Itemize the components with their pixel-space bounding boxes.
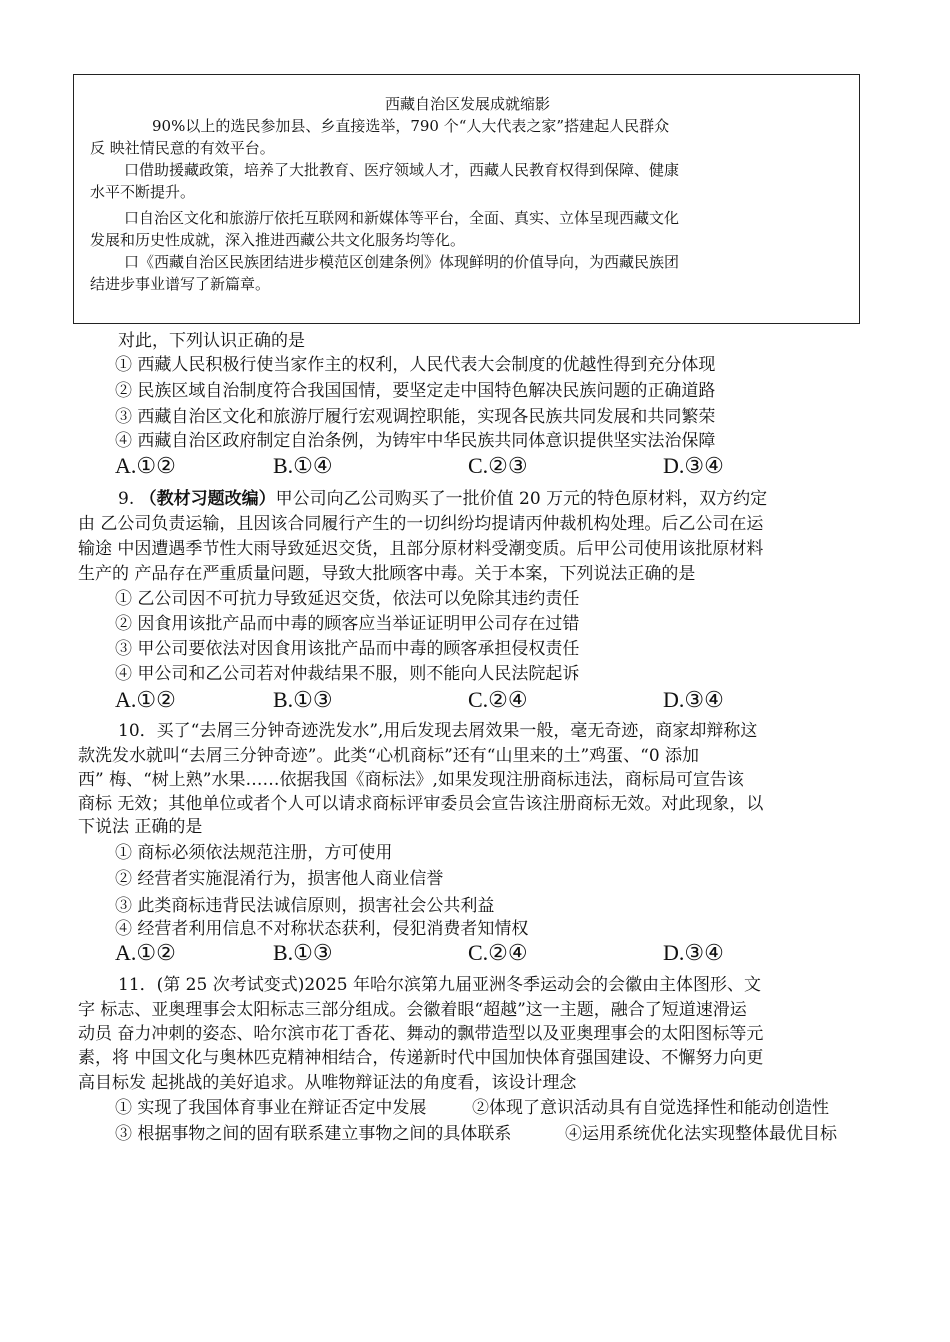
box-line: 口自治区文化和旅游厅依托互联网和新媒体等平台，全面、真实、立体呈现西藏文化 bbox=[124, 209, 680, 227]
q9-line: 输途 中因遭遇季节性大雨导致延迟交货，且部分原材料受潮变质。后甲公司使用该批原材料 bbox=[78, 539, 764, 559]
q10-line: 10．买了“去屑三分钟奇迹洗发水”,用后发现去屑效果一般，毫无奇迹，商家却辩称这 bbox=[118, 721, 758, 741]
q9-number: 9. bbox=[118, 489, 135, 509]
box-line: 口借助援藏政策，培养了大批教育、医疗领域人才，西藏人民教育权得到保障、健康 bbox=[124, 161, 680, 179]
option-d[interactable]: D.③④ bbox=[663, 687, 724, 712]
option-c[interactable]: C.②④ bbox=[468, 940, 528, 965]
option-d[interactable]: D.③④ bbox=[663, 940, 724, 965]
option-d[interactable]: D.③④ bbox=[663, 453, 724, 478]
q10-item: ③ 此类商标违背民法诚信原则，损害社会公共利益 bbox=[115, 896, 495, 916]
q8-options bbox=[0, 451, 950, 481]
q11-line: 素，将 中国文化与奥林匹克精神相结合，传递新时代中国加快体育强国建设、不懈努力向更 bbox=[78, 1048, 764, 1068]
q10-options bbox=[0, 938, 950, 968]
q11-item: ① 实现了我国体育事业在辩证否定中发展 bbox=[115, 1098, 427, 1118]
box-line: 发展和历史性成就，深入推进西藏公共文化服务均等化。 bbox=[90, 231, 466, 249]
q11-item: ③ 根据事物之间的固有联系建立事物之间的具体联系 bbox=[115, 1124, 512, 1144]
q8-item: ③ 西藏自治区文化和旅游厅履行宏观调控职能，实现各民族共同发展和共同繁荣 bbox=[115, 407, 716, 427]
q10-line: 商标 无效；其他单位或者个人可以请求商标评审委员会宣告该注册商标无效。对此现象，以 bbox=[78, 794, 764, 814]
q11-item: ②体现了意识活动具有自觉选择性和能动创造性 bbox=[472, 1098, 829, 1118]
q8-item: ① 西藏人民积极行使当家作主的权利，人民代表大会制度的优越性得到充分体现 bbox=[115, 355, 716, 375]
q10-item: ② 经营者实施混淆行为，损害他人商业信誉 bbox=[115, 869, 444, 889]
q8-stem: 对此，下列认识正确的是 bbox=[118, 331, 305, 351]
q9-item: ② 因食用该批产品而中毒的顾客应当举证证明甲公司存在过错 bbox=[115, 614, 580, 634]
q8-item: ④ 西藏自治区政府制定自治条例，为铸牢中华民族共同体意识提供坚实法治保障 bbox=[115, 431, 716, 451]
q11-line: 11．(第 25 次考试变式)2025 年哈尔滨第九届亚洲冬季运动会的会徽由主体图形、文 bbox=[118, 975, 762, 995]
option-a[interactable]: A.①② bbox=[115, 687, 176, 712]
q10-line: 下说法 正确的是 bbox=[78, 817, 203, 837]
q11-item: ④运用系统优化法实现整体最优目标 bbox=[565, 1124, 837, 1144]
q9-line-1 bbox=[118, 487, 767, 512]
option-a[interactable]: A.①② bbox=[115, 453, 176, 478]
box-line: 水平不断提升。 bbox=[90, 183, 196, 201]
q9-line: 由 乙公司负责运输，且因该合同履行产生的一切纠纷均提请丙仲裁机构处理。后乙公司在运 bbox=[78, 514, 764, 534]
q9-source: （教材习题改编） bbox=[139, 489, 276, 509]
q9-item: ④ 甲公司和乙公司若对仲裁结果不服，则不能向人民法院起诉 bbox=[115, 664, 580, 684]
q11-line: 高目标发 起挑战的美好追求。从唯物辩证法的角度看，该设计理念 bbox=[78, 1073, 577, 1093]
box-line: 反 映社情民意的有效平台。 bbox=[90, 139, 275, 157]
q10-item: ① 商标必须依法规范注册，方可使用 bbox=[115, 843, 393, 863]
option-b[interactable]: B.①③ bbox=[273, 687, 333, 712]
box-line: 90%以上的选民参加县、乡直接选举，790 个“人大代表之家”搭建起人民群众 bbox=[152, 117, 670, 135]
q10-line: 款洗发水就叫“去屑三分钟奇迹”。此类“心机商标”还有“山里来的土”鸡蛋、“0 添加 bbox=[78, 746, 700, 766]
q9-item: ③ 甲公司要依法对因食用该批产品而中毒的顾客承担侵权责任 bbox=[115, 639, 580, 659]
q9-text: 甲公司向乙公司购买了一批价值 20 万元的特色原材料，双方约定 bbox=[275, 489, 768, 509]
q9-item: ① 乙公司因不可抗力导致延迟交货，依法可以免除其违约责任 bbox=[115, 589, 580, 609]
option-b[interactable]: B.①④ bbox=[273, 453, 333, 478]
option-c[interactable]: C.②③ bbox=[468, 453, 528, 478]
q10-item: ④ 经营者利用信息不对称状态获利，侵犯消费者知情权 bbox=[115, 919, 529, 939]
q11-line: 字 标志、亚奥理事会太阳标志三部分组成。会徽着眼“超越”这一主题，融合了短道速滑运 bbox=[78, 1000, 747, 1020]
q9-options bbox=[0, 685, 950, 715]
box-title: 西藏自治区发展成就缩影 bbox=[384, 95, 550, 113]
material-box bbox=[73, 74, 860, 324]
q8-item: ② 民族区域自治制度符合我国国情，要坚定走中国特色解决民族问题的正确道路 bbox=[115, 381, 716, 401]
q10-line: 西” 梅、“树上熟”水果……依据我国《商标法》,如果发现注册商标违法，商标局可宣告该 bbox=[78, 770, 744, 790]
box-line: 口《西藏自治区民族团结进步模范区创建条例》体现鲜明的价值导向，为西藏民族团 bbox=[124, 253, 680, 271]
q9-line: 生产的 产品存在严重质量问题，导致大批顾客中毒。关于本案，下列说法正确的是 bbox=[78, 564, 696, 584]
q11-line: 动员 奋力冲刺的姿态、哈尔滨市花丁香花、舞动的飘带造型以及亚奥理事会的太阳图标等元 bbox=[78, 1024, 764, 1044]
option-c[interactable]: C.②④ bbox=[468, 687, 528, 712]
option-b[interactable]: B.①③ bbox=[273, 940, 333, 965]
option-a[interactable]: A.①② bbox=[115, 940, 176, 965]
box-line: 结进步事业谱写了新篇章。 bbox=[90, 275, 271, 293]
